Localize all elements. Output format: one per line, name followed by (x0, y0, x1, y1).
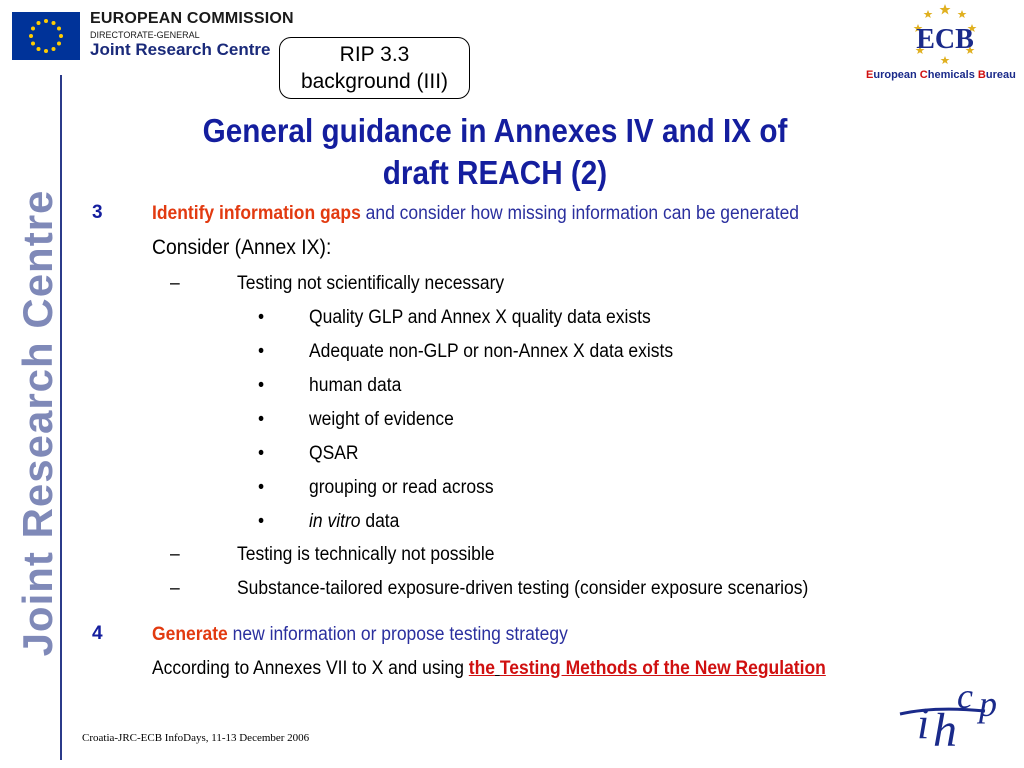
ihcp-p: p (979, 684, 997, 724)
item4-according (152, 657, 826, 681)
ecb-subtitle: European Chemicals Bureau (866, 69, 1016, 81)
slide-title (140, 110, 851, 194)
rip-label-line1: RIP 3.3 (339, 43, 410, 66)
bullet-item-7 (309, 510, 399, 534)
ecb-logo-text: ECB (916, 24, 974, 55)
item3-highlight: Identify information gaps (152, 203, 361, 224)
item3-number: 3 (92, 202, 103, 223)
ihcp-h: h (933, 704, 957, 756)
dash-1: – (170, 273, 180, 294)
bullet-7: • (258, 511, 265, 532)
item4-number: 4 (92, 623, 103, 644)
bullet-1: • (258, 307, 265, 328)
item4-heading (152, 623, 568, 647)
ec-dg: DIRECTORATE-GENERAL (90, 30, 200, 40)
rip-label-line2: background (III) (300, 70, 449, 93)
item4-rest: new information or propose testing strategy (227, 624, 568, 645)
slide-title-line1: General guidance in Annexes IV and IX of (202, 112, 788, 149)
item3-heading (152, 202, 799, 226)
bullet-6: • (258, 477, 265, 498)
ecb-logo (900, 2, 990, 68)
item4-the-link[interactable]: the (468, 658, 496, 679)
ec-jrc: Joint Research Centre (90, 40, 271, 59)
dash-3: – (170, 578, 180, 599)
ihcp-logo (895, 676, 1015, 756)
item4-according-text: According to Annexes VII to X and using (152, 658, 469, 679)
bullet-4: • (258, 409, 265, 430)
bullet-item-1: Quality GLP and Annex X quality data exists (309, 307, 651, 328)
bullet-5: • (258, 443, 265, 464)
item4-highlight: Generate (152, 624, 228, 645)
eu-flag-logo (12, 12, 80, 60)
bullet-item-4: weight of evidence (309, 409, 454, 430)
sidebar-jrc-text: Joint Research Centre (14, 189, 61, 657)
ihcp-c: c (957, 676, 973, 716)
sub-item-2: Testing is technically not possible (237, 544, 495, 565)
bullet-item-2: Adequate non-GLP or non-Annex X data exists (309, 341, 674, 362)
bullet-item-5: QSAR (309, 443, 359, 464)
bullet-item-3: human data (309, 375, 402, 396)
sub-item-3: Substance-tailored exposure-driven testing (consider exposure scenarios) (237, 578, 809, 599)
bullet-2: • (258, 341, 265, 362)
footer-text: Croatia-JRC-ECB InfoDays, 11-13 December 2006 (82, 732, 310, 744)
slide-title-line2: draft REACH (2) (382, 154, 608, 191)
invitro-italic: in vitro (309, 511, 361, 532)
item3-rest: and consider how missing information can be generated (360, 203, 800, 224)
bullet-3: • (258, 375, 265, 396)
bullet-item-6: grouping or read across (309, 477, 494, 498)
sub-item-1: Testing not scientifically necessary (237, 273, 505, 294)
invitro-rest: data (360, 511, 400, 532)
dash-2: – (170, 544, 180, 565)
testing-methods-link[interactable]: Testing Methods of the New Regulation (499, 658, 826, 679)
ec-title: EUROPEAN COMMISSION (90, 10, 294, 27)
rip-label-box (279, 37, 470, 99)
ihcp-i: i (917, 699, 930, 748)
item3-consider: Consider (Annex IX): (152, 236, 332, 259)
